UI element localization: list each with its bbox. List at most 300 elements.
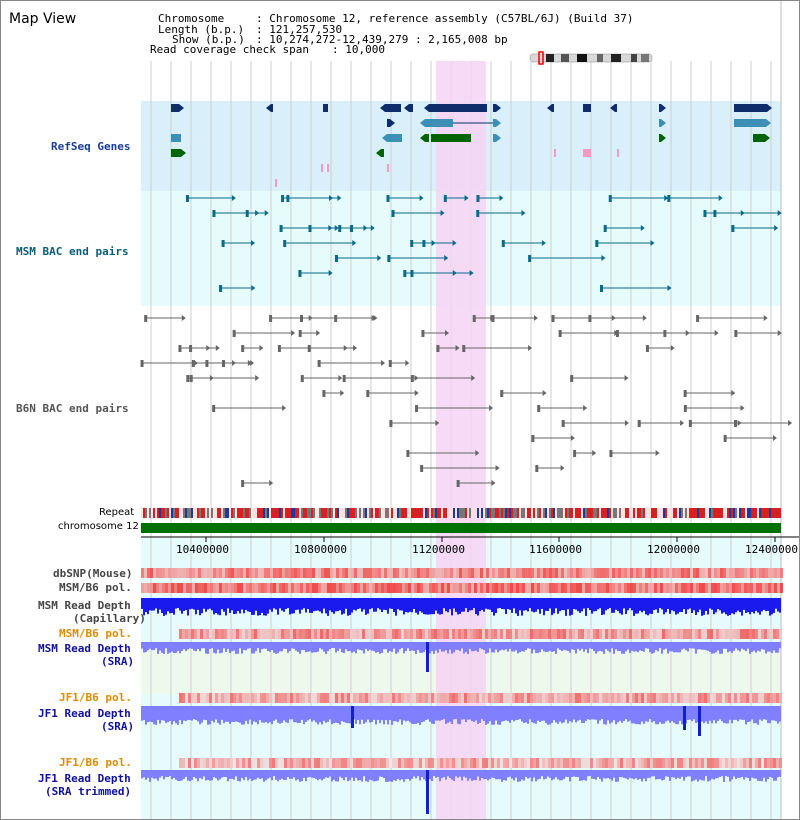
read-depth-bar (555, 706, 557, 722)
repeat-bar (721, 508, 723, 518)
polymorphism-cell (290, 629, 293, 639)
polymorphism-cell (266, 758, 269, 768)
polymorphism-cell (204, 568, 207, 578)
polymorphism-cell (612, 568, 615, 578)
polymorphism-cell (309, 583, 312, 593)
repeat-bar (555, 508, 557, 518)
repeat-bar (593, 508, 595, 518)
polymorphism-cell (578, 758, 581, 768)
polymorphism-cell (312, 583, 315, 593)
read-depth-bar (253, 598, 255, 615)
polymorphism-cell (647, 693, 650, 703)
polymorphism-cell (510, 583, 513, 593)
polymorphism-cell (638, 629, 641, 639)
read-depth-bar (743, 770, 745, 779)
polymorphism-cell (350, 758, 353, 768)
read-depth-bar (727, 770, 729, 777)
repeat-bar (319, 508, 321, 518)
read-depth-bar (421, 706, 423, 722)
read-depth-bar (771, 706, 773, 720)
polymorphism-cell (705, 568, 708, 578)
read-depth-bar (743, 598, 745, 610)
polymorphism-cell (399, 583, 402, 593)
polymorphism-cell (591, 568, 594, 578)
read-depth-bar (495, 770, 497, 779)
polymorphism-cell (597, 568, 600, 578)
repeat-bar (545, 508, 547, 518)
gene-feature (493, 119, 496, 127)
repeat-bar (683, 508, 685, 518)
read-depth-bar (563, 598, 565, 610)
polymorphism-cell (213, 583, 216, 593)
polymorphism-cell (458, 758, 461, 768)
read-depth-spike (426, 770, 429, 814)
read-depth-bar (183, 706, 185, 721)
read-depth-bar (167, 642, 169, 654)
polymorphism-cell (395, 758, 398, 768)
read-depth-bar (463, 706, 465, 719)
polymorphism-cell (254, 629, 257, 639)
read-depth-bar (397, 598, 399, 609)
polymorphism-cell (416, 693, 419, 703)
repeat-bar (221, 508, 223, 518)
repeat-bar (143, 508, 145, 518)
read-depth-bar (513, 706, 515, 721)
repeat-bar (377, 508, 379, 518)
polymorphism-cell (548, 629, 551, 639)
read-depth-bar (361, 598, 363, 612)
polymorphism-cell (615, 583, 618, 593)
read-depth-bar (377, 706, 379, 720)
repeat-bar (621, 508, 623, 518)
read-depth-bar (175, 598, 177, 609)
repeat-bar (207, 508, 209, 518)
read-depth-bar (475, 642, 477, 651)
read-depth-bar (439, 598, 441, 615)
read-depth-bar (611, 770, 613, 781)
read-depth-bar (617, 598, 619, 611)
polymorphism-cell (360, 583, 363, 593)
polymorphism-cell (446, 629, 449, 639)
polymorphism-cell (470, 693, 473, 703)
read-depth-bar (329, 706, 331, 719)
read-depth-bar (603, 770, 605, 778)
polymorphism-cell (353, 758, 356, 768)
read-depth-bar (635, 706, 637, 724)
read-depth-bar (191, 642, 193, 649)
read-depth-bar (683, 598, 685, 609)
polymorphism-cell (230, 693, 233, 703)
read-depth-bar (775, 642, 777, 653)
polymorphism-cell (209, 758, 212, 768)
read-depth-bar (433, 706, 435, 724)
polymorphism-cell (774, 583, 777, 593)
read-depth-bar (403, 706, 405, 720)
polymorphism-cell (701, 693, 704, 703)
repeat-bar (679, 508, 681, 518)
read-depth-bar (681, 598, 683, 612)
repeat-bar (287, 508, 289, 518)
polymorphism-cell (545, 758, 548, 768)
read-depth-bar (705, 770, 707, 776)
read-depth-bar (241, 770, 243, 778)
read-depth-bar (287, 642, 289, 653)
read-depth-bar (583, 706, 585, 723)
polymorphism-cell (209, 629, 212, 639)
polymorphism-cell (723, 568, 726, 578)
polymorphism-cell (626, 693, 629, 703)
repeat-bar (779, 508, 781, 518)
read-depth-bar (569, 598, 571, 616)
polymorphism-cell (356, 758, 359, 768)
polymorphism-cell (329, 758, 332, 768)
read-depth-bar (771, 770, 773, 778)
polymorphism-cell (563, 629, 566, 639)
polymorphism-cell (662, 693, 665, 703)
read-depth-spike (426, 642, 429, 672)
polymorphism-cell (524, 758, 527, 768)
polymorphism-cell (630, 583, 633, 593)
read-depth-bar (609, 706, 611, 724)
read-depth-bar (509, 642, 511, 649)
read-depth-bar (779, 770, 781, 777)
read-depth-bar (393, 770, 395, 780)
read-depth-bar (489, 598, 491, 610)
repeat-bar (671, 508, 673, 518)
repeat-bar (405, 508, 407, 518)
polymorphism-cell (513, 583, 516, 593)
read-depth-bar (769, 598, 771, 616)
read-depth-bar (629, 598, 631, 608)
polymorphism-cell (471, 583, 474, 593)
read-depth-bar (753, 770, 755, 778)
bac-end-marker (625, 375, 629, 381)
read-depth-bar (257, 706, 259, 724)
polymorphism-cell (668, 758, 671, 768)
read-depth-bar (407, 706, 409, 721)
read-depth-bar (255, 598, 257, 611)
read-depth-bar (397, 706, 399, 722)
polymorphism-cell (534, 583, 537, 593)
polymorphism-cell (630, 568, 633, 578)
polymorphism-cell (620, 758, 623, 768)
repeat-bar (687, 508, 689, 518)
read-depth-bar (677, 598, 679, 614)
repeat-bar (629, 508, 631, 518)
polymorphism-cell (318, 568, 321, 578)
read-depth-bar (551, 706, 553, 723)
polymorphism-cell (644, 693, 647, 703)
read-depth-bar (461, 598, 463, 612)
bac-end-marker (415, 405, 418, 412)
polymorphism-cell (159, 568, 162, 578)
repeat-bar (435, 508, 437, 518)
read-depth-bar (203, 642, 205, 648)
repeat-bar (401, 508, 403, 518)
gene-feature-pink (583, 149, 591, 157)
read-depth-bar (229, 598, 231, 613)
polymorphism-cell (266, 693, 269, 703)
read-depth-bar (767, 770, 769, 779)
read-depth-bar (165, 706, 167, 723)
polymorphism-cell (471, 568, 474, 578)
bac-end-marker (502, 240, 505, 247)
track-label-repeat: Repeat (99, 507, 135, 518)
polymorphism-cell (744, 583, 747, 593)
polymorphism-cell (215, 693, 218, 703)
read-depth-bar (503, 770, 505, 780)
polymorphism-cell (725, 758, 728, 768)
polymorphism-cell (311, 629, 314, 639)
polymorphism-cell (219, 583, 222, 593)
polymorphism-cell (542, 629, 545, 639)
polymorphism-cell (590, 758, 593, 768)
read-depth-bar (389, 770, 391, 781)
read-depth-bar (735, 598, 737, 612)
read-depth-bar (373, 706, 375, 720)
repeat-bar (399, 508, 401, 518)
polymorphism-cell (693, 583, 696, 593)
polymorphism-cell (438, 568, 441, 578)
repeat-bar (271, 508, 273, 518)
read-depth-bar (185, 706, 187, 721)
read-depth-bar (449, 770, 451, 778)
polymorphism-cell (671, 693, 674, 703)
polymorphism-cell (218, 693, 221, 703)
read-depth-bar (613, 642, 615, 654)
polymorphism-cell (272, 629, 275, 639)
read-depth-bar (377, 770, 379, 781)
read-depth-bar (741, 770, 743, 777)
bac-end-marker (462, 345, 465, 352)
read-depth-bar (527, 598, 529, 611)
read-depth-bar (253, 642, 255, 654)
read-depth-bar (239, 770, 241, 781)
read-depth-bar (777, 706, 779, 724)
polymorphism-cell (425, 693, 428, 703)
read-depth-bar (149, 706, 151, 722)
polymorphism-cell (710, 629, 713, 639)
polymorphism-cell (414, 583, 417, 593)
read-depth-bar (303, 642, 305, 650)
read-depth-bar (619, 642, 621, 651)
polymorphism-cell (353, 693, 356, 703)
polymorphism-cell (491, 693, 494, 703)
read-depth-bar (497, 642, 499, 652)
bac-end-marker (190, 375, 193, 382)
read-depth-bar (179, 642, 181, 653)
polymorphism-cell (296, 758, 299, 768)
polymorphism-cell (636, 568, 639, 578)
read-depth-bar (585, 598, 587, 616)
read-depth-bar (775, 770, 777, 781)
polymorphism-cell (735, 568, 738, 578)
read-depth-bar (381, 642, 383, 653)
polymorphism-cell (645, 568, 648, 578)
polymorphism-cell (665, 629, 668, 639)
read-depth-bar (525, 770, 527, 777)
axis-tick-label: 12000000 (647, 543, 700, 556)
read-depth-bar (185, 642, 187, 651)
polymorphism-cell (234, 583, 237, 593)
polymorphism-cell (497, 693, 500, 703)
read-depth-bar (463, 598, 465, 612)
polymorphism-cell (711, 568, 714, 578)
polymorphism-cell (377, 758, 380, 768)
repeat-bar (735, 508, 737, 518)
read-depth-bar (431, 706, 433, 724)
read-depth-bar (275, 770, 277, 780)
read-depth-bar (349, 642, 351, 651)
read-depth-bar (339, 706, 341, 725)
read-depth-bar (179, 770, 181, 781)
bac-end-marker (350, 225, 353, 232)
read-depth-bar (549, 642, 551, 651)
polymorphism-cell (591, 583, 594, 593)
repeat-bar (657, 508, 659, 518)
read-depth-bar (537, 706, 539, 721)
read-depth-bar (445, 642, 447, 650)
read-depth-bar (707, 706, 709, 724)
polymorphism-cell (749, 758, 752, 768)
read-depth-bar (705, 706, 707, 722)
polymorphism-cell (236, 629, 239, 639)
read-depth-bar (491, 770, 493, 778)
polymorphism-cell (503, 758, 506, 768)
repeat-bar (749, 508, 751, 518)
polymorphism-cell (171, 583, 174, 593)
read-depth-bar (339, 770, 341, 777)
polymorphism-cell (479, 758, 482, 768)
read-depth-bar (463, 770, 465, 777)
repeat-bar (149, 508, 151, 518)
read-depth-bar (571, 642, 573, 649)
repeat-bar (445, 508, 447, 518)
repeat-bar (283, 508, 285, 518)
polymorphism-cell (179, 758, 182, 768)
polymorphism-cell (221, 693, 224, 703)
repeat-bar (351, 508, 353, 518)
repeat-bar (631, 508, 633, 518)
bac-end-marker (291, 330, 295, 336)
read-depth-bar (427, 598, 429, 615)
read-depth-bar (663, 598, 665, 614)
polymorphism-cell (225, 568, 228, 578)
read-depth-bar (517, 706, 519, 720)
axis-tick-label: 12400000 (745, 543, 798, 556)
polymorphism-cell (435, 583, 438, 593)
read-depth-bar (309, 770, 311, 777)
polymorphism-cell (260, 758, 263, 768)
read-depth-bar (763, 770, 765, 778)
read-depth-bar (731, 706, 733, 723)
polymorphism-cell (206, 758, 209, 768)
polymorphism-cell (341, 693, 344, 703)
polymorphism-cell (696, 568, 699, 578)
read-depth-bar (323, 770, 325, 779)
read-depth-bar (219, 706, 221, 725)
read-depth-bar (779, 642, 781, 648)
polymorphism-cell (665, 693, 668, 703)
read-depth-bar (337, 770, 339, 782)
polymorphism-cell (332, 758, 335, 768)
read-depth-bar (725, 598, 727, 614)
polymorphism-cell (200, 758, 203, 768)
read-depth-bar (333, 770, 335, 780)
read-depth-bar (389, 706, 391, 720)
read-depth-bar (733, 642, 735, 651)
repeat-bar (533, 508, 535, 518)
polymorphism-cell (290, 758, 293, 768)
read-depth-bar (615, 642, 617, 649)
repeat-bar (147, 508, 149, 518)
polymorphism-cell (555, 583, 558, 593)
read-depth-bar (543, 770, 545, 779)
read-depth-bar (259, 598, 261, 615)
repeat-bar (365, 508, 367, 518)
gene-feature-pink (387, 164, 389, 172)
polymorphism-cell (320, 693, 323, 703)
polymorphism-cell (465, 583, 468, 593)
polymorphism-cell (401, 758, 404, 768)
polymorphism-cell (375, 583, 378, 593)
read-depth-bar (313, 706, 315, 720)
read-depth-bar (395, 706, 397, 721)
polymorphism-cell (147, 568, 150, 578)
polymorphism-cell (635, 629, 638, 639)
read-depth-bar (141, 598, 143, 609)
read-depth-bar (301, 770, 303, 781)
read-depth-bar (341, 706, 343, 721)
read-depth-bar (547, 706, 549, 725)
polymorphism-cell (713, 758, 716, 768)
polymorphism-cell (717, 568, 720, 578)
read-depth-bar (655, 770, 657, 779)
read-depth-bar (163, 598, 165, 616)
bac-end-marker (788, 420, 792, 426)
polymorphism-cell (396, 568, 399, 578)
read-depth-bar (445, 598, 447, 611)
polymorphism-cell (243, 583, 246, 593)
read-depth-bar (409, 642, 411, 651)
read-depth-bar (251, 598, 253, 615)
repeat-bar (441, 508, 443, 518)
bac-end-marker (406, 450, 409, 457)
polymorphism-cell (659, 629, 662, 639)
repeat-bar (229, 508, 231, 518)
polymorphism-cell (689, 758, 692, 768)
bac-end-marker (278, 345, 281, 352)
repeat-bar (549, 508, 551, 518)
polymorphism-cell (485, 629, 488, 639)
polymorphism-cell (257, 693, 260, 703)
read-depth-bar (571, 598, 573, 615)
read-depth-bar (173, 770, 175, 778)
polymorphism-cell (467, 758, 470, 768)
polymorphism-cell (609, 583, 612, 593)
polymorphism-cell (761, 693, 764, 703)
read-depth-bar (725, 706, 727, 723)
polymorphism-cell (324, 583, 327, 593)
read-depth-bar (515, 770, 517, 778)
read-depth-bar (257, 770, 259, 778)
repeat-bar (473, 508, 475, 518)
polymorphism-cell (345, 568, 348, 578)
read-depth-bar (487, 642, 489, 653)
bac-end-marker (233, 330, 236, 337)
read-depth-bar (299, 770, 301, 782)
read-depth-bar (757, 598, 759, 613)
